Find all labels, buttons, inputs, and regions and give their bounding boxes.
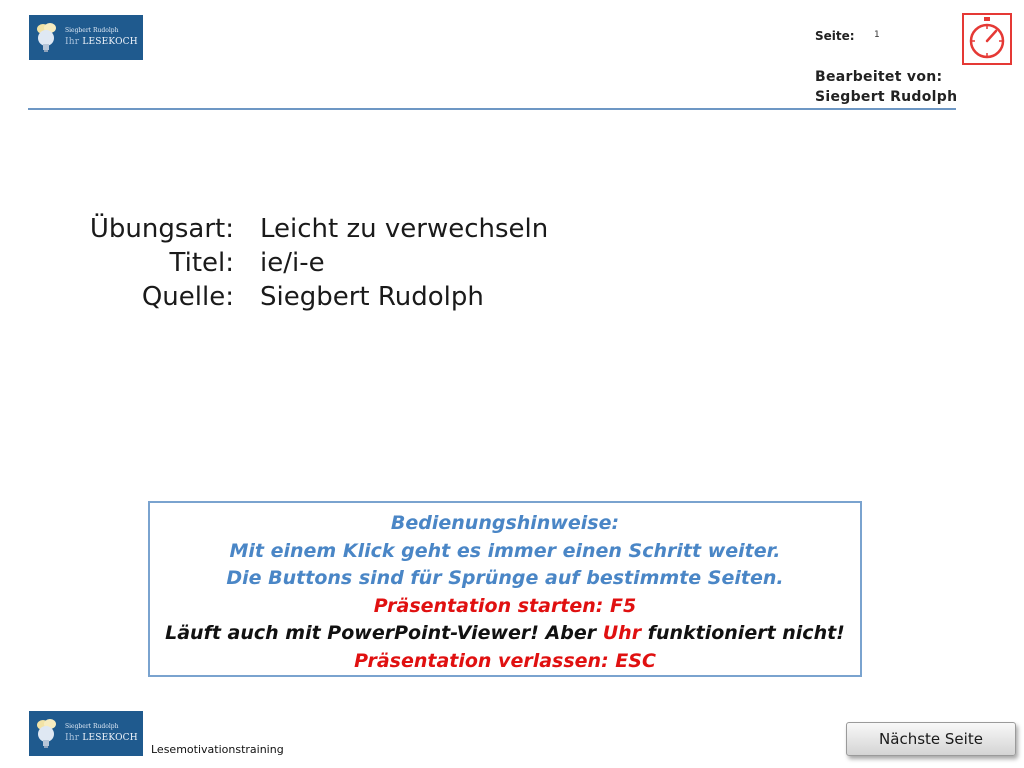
header-divider (28, 108, 956, 110)
logo-name-text: Siegbert Rudolph (65, 723, 119, 730)
edited-by-label: Bearbeitet von: (815, 69, 943, 85)
instructions-start: Präsentation starten: F5 (373, 594, 637, 617)
instructions-line: Mit einem Klick geht es immer einen Schritt weiter. (229, 539, 781, 562)
page-number: 1 (874, 30, 880, 40)
title-value: ie/i-e (260, 248, 325, 278)
page-label: Seite: (815, 29, 855, 43)
instructions-heading: Bedienungshinweise: (390, 512, 620, 534)
source-value: Siegbert Rudolph (260, 282, 484, 312)
stopwatch-icon[interactable] (962, 13, 1012, 65)
instructions-viewer-note: Läuft auch mit PowerPoint-Viewer! Aber Uhr funktioniert nicht! (165, 622, 845, 644)
instructions-line: Die Buttons sind für Sprünge auf bestimmte Seiten. (226, 567, 784, 589)
instructions-box (148, 501, 862, 677)
exercise-type-value: Leicht zu verwechseln (260, 214, 549, 244)
logo-brand-text: Ihr LESEKOCH (65, 733, 138, 743)
lightbulb-chef-icon (34, 23, 60, 53)
title-label: Titel: (169, 248, 234, 278)
logo-brand-text: Ihr LESEKOCH (65, 37, 138, 47)
lightbulb-chef-icon (34, 719, 60, 749)
edited-by-name: Siegbert Rudolph (815, 89, 958, 105)
exercise-type-label: Übungsart: (89, 214, 234, 244)
logo-name-text: Siegbert Rudolph (65, 27, 119, 34)
lesekoch-logo (29, 15, 143, 60)
next-page-button[interactable]: Nächste Seite (846, 722, 1016, 756)
source-label: Quelle: (141, 282, 234, 312)
footer-caption: Lesemotivationstraining (151, 743, 284, 756)
edited-by (815, 67, 957, 107)
exercise-info (80, 212, 548, 314)
lesekoch-logo-footer (29, 711, 143, 756)
instructions-exit: Präsentation verlassen: ESC (354, 649, 656, 672)
